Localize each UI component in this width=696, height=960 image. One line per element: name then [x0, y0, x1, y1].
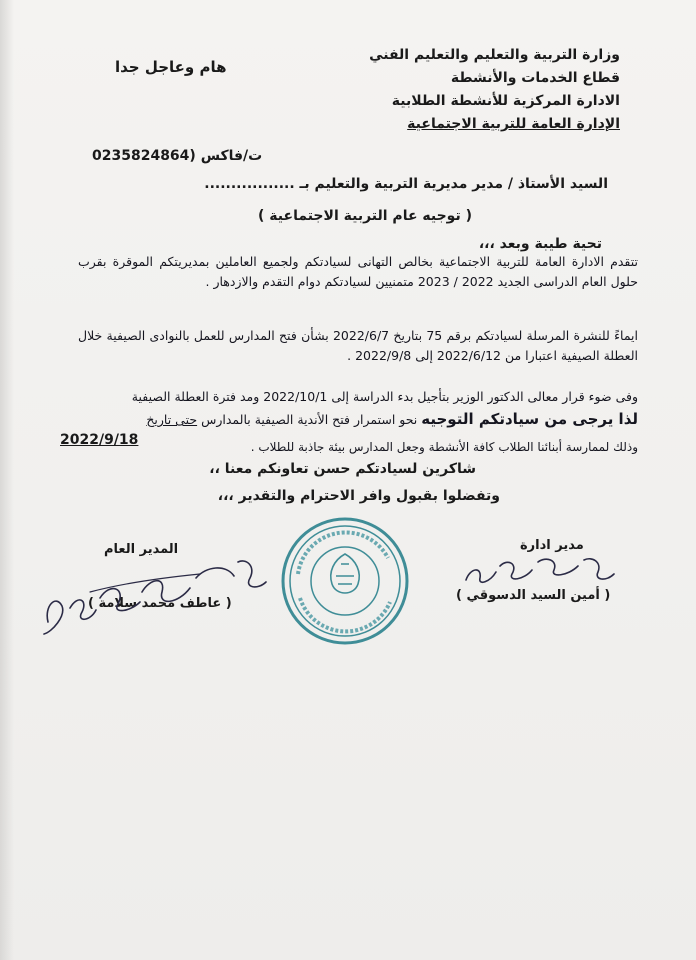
greeting: تحية طيبة وبعد ،،،: [478, 236, 602, 252]
phone-fax-label: ت/فاكس (0235824864: [92, 148, 263, 164]
line-4-underlined: حتى تاريخ: [146, 412, 198, 427]
ministry-line: الادارة المركزية للأنشطة الطلابية: [391, 93, 620, 109]
general-director-title: المدير العام: [104, 542, 179, 557]
department-director-name: ( أمين السيد الدسوقي ): [456, 588, 611, 603]
line-5: وذلك لممارسة أبنائنا الطلاب كافة الأنشطة وجعل المدارس بيئة جاذبة للطلاب .: [250, 440, 638, 454]
general-director-signature: [30, 548, 270, 640]
line-4-rest: نحو استمرار فتح الأندية الصيفية بالمدارس: [201, 412, 418, 427]
closing-line: وتفضلوا بقبول وافر الاحترام والتقدير ،،،: [217, 488, 500, 504]
thanks-line: شاكرين لسيادتكم حسن تعاونكم معنا ،،: [209, 461, 476, 477]
line-4: [78, 410, 638, 428]
department-director-signature: [460, 552, 620, 590]
ministry-line: وزارة التربية والتعليم والتعليم الفني: [369, 47, 620, 63]
recipient-line: السيد الأستاذ / مدير مديرية التربية والتعليم بـ .................: [204, 176, 608, 192]
until-date: 2022/9/18: [60, 432, 139, 448]
paragraph-2: ايماءً للنشرة المرسلة لسيادتكم برقم 75 بتاريخ 2022/6/7 بشأن فتح المدارس للعمل بالنوادى الصيفية خلال العطلة الصيفية اعتبارا من 2022/6/12 إلى 2022/9/8 .: [78, 328, 638, 363]
official-stamp: [278, 514, 412, 648]
line-3: وفى ضوء قرار معالى الدكتور الوزير بتأجيل بدء الدراسة إلى 2022/10/1 ومد فترة العطلة الصيفية: [131, 389, 638, 404]
urgent-label: هام وعاجل جدا: [115, 58, 227, 76]
page-shadow-edge: [0, 0, 14, 960]
ministry-header: [290, 44, 620, 136]
general-director-name: ( عاطف محمد سلامة ): [88, 596, 232, 611]
paragraph-1: تتقدم الادارة العامة للتربية الاجتماعية بخالص التهانى لسيادتكم ولجميع العاملين بمديريتكم الموقرة بقرب حلول العام الدراسى الجديد 2022 / 2023 متمنيين لسيادتكم دوام التقدم والازدهار .: [78, 254, 638, 289]
ministry-line: قطاع الخدمات والأنشطة: [450, 70, 620, 86]
department-director-title: مدير ادارة: [520, 538, 584, 553]
ministry-line: الإدارة العامة للتربية الاجتماعية: [407, 116, 620, 132]
subject-line: ( توجيه عام التربية الاجتماعية ): [258, 208, 472, 224]
line-4-bold: لذا يرجى من سيادتكم التوجيه: [421, 410, 638, 428]
